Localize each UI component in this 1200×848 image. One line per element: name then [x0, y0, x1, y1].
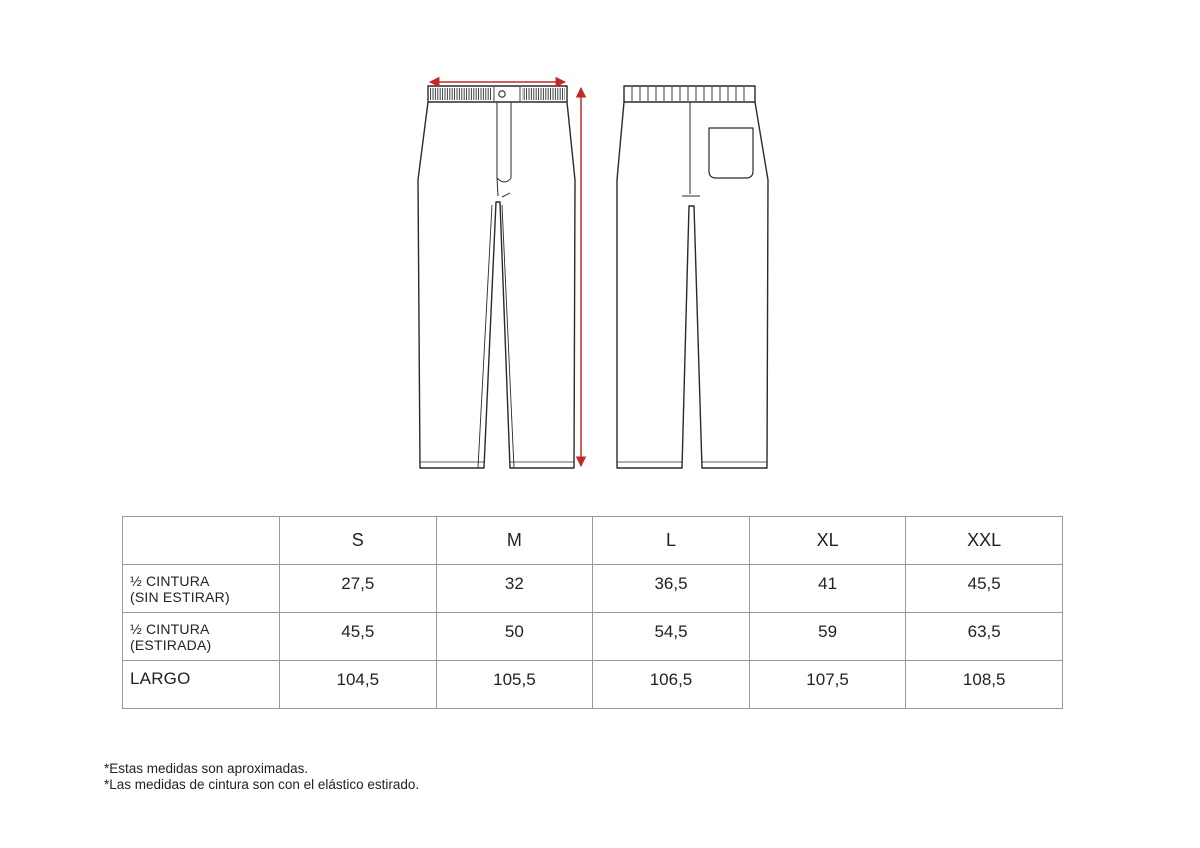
table-row [123, 565, 1063, 613]
table-cell: 63,5 [906, 613, 1063, 661]
table-cell: 106,5 [593, 661, 750, 709]
footnote-waist-elastic: *Las medidas de cintura son con el elástico estirado. [104, 777, 420, 792]
pants-front-drawing [418, 86, 575, 468]
size-header-m: M [436, 517, 593, 565]
size-header-xl: XL [749, 517, 906, 565]
table-cell: 32 [436, 565, 593, 613]
table-cell: 54,5 [593, 613, 750, 661]
size-header-s: S [280, 517, 437, 565]
table-cell: 41 [749, 565, 906, 613]
row-label [123, 661, 280, 709]
table-cell: 104,5 [280, 661, 437, 709]
row-label-line: ½ CINTURA [130, 573, 210, 589]
table-cell: 108,5 [906, 661, 1063, 709]
table-cell: 107,5 [749, 661, 906, 709]
table-row [123, 661, 1063, 709]
size-header-xxl: XXL [906, 517, 1063, 565]
row-label-line: (ESTIRADA) [130, 637, 212, 653]
size-header-l: L [593, 517, 750, 565]
table-cell: 59 [749, 613, 906, 661]
table-cell: 36,5 [593, 565, 750, 613]
pants-back-drawing [617, 86, 768, 468]
table-cell: 105,5 [436, 661, 593, 709]
table-cell: 27,5 [280, 565, 437, 613]
row-label [123, 613, 280, 661]
table-cell: 45,5 [280, 613, 437, 661]
table-corner-cell [123, 517, 280, 565]
footnote-approximate: *Estas medidas son aproximadas. [104, 761, 309, 776]
table-cell: 50 [436, 613, 593, 661]
size-header-row [123, 517, 1063, 565]
table-cell: 45,5 [906, 565, 1063, 613]
row-label [123, 565, 280, 613]
size-chart-table [122, 516, 1063, 709]
row-label-line: ½ CINTURA [130, 621, 210, 637]
table-row [123, 613, 1063, 661]
row-label-line: LARGO [130, 669, 191, 688]
row-label-line: (SIN ESTIRAR) [130, 589, 230, 605]
footnotes [104, 761, 419, 793]
